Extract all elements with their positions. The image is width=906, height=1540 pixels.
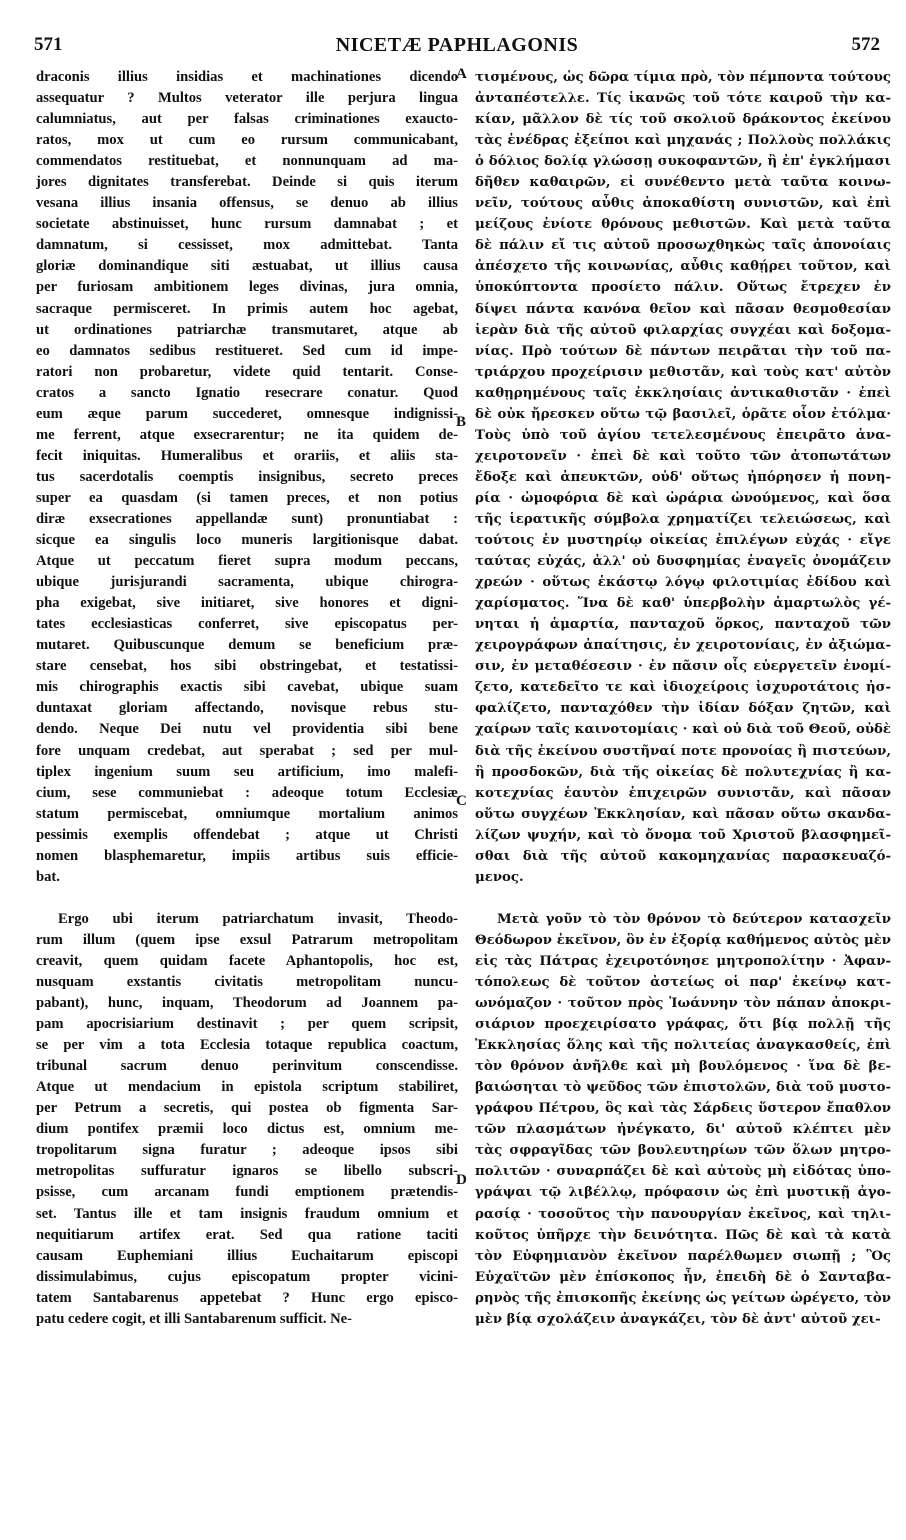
latin-text-line: eum æque parum succederet, omnesque indignissi-	[36, 405, 458, 422]
greek-text-line: Εὐχαϊτῶν μὲν ἐπίσκοπος ἦν, ἐπειδὴ δὲ ὁ Σανταβα-	[475, 1269, 891, 1285]
latin-text-line: tiplex ingenium suum seu artificium, imo malefi-	[36, 763, 458, 780]
greek-text-line: κοῦτος ὑπῆρχε τὴν δεινότητα. Πῶς δὲ καὶ τὰ κατὰ	[475, 1227, 891, 1243]
latin-text-line: mutaret. Quibuscunque demum se beneficium præ-	[36, 637, 458, 654]
greek-text-line: τὰς ἐνέδρας ἐξείποι καὶ μηχανάς ; Πολλοὺς πολλάκις	[475, 133, 891, 149]
latin-text-line: causam Euphemiani illius Euchaitarum episcopi	[36, 1247, 458, 1264]
greek-text-line: χαρίσματος. Ἵνα δὲ καθ' ὑπερβολὴν ἁμαρτωλὸς γέ-	[475, 596, 891, 612]
greek-text-line: σθαι διὰ τῆς αὐτοῦ κακομηχανίας παρασκευαζό-	[475, 848, 891, 864]
greek-text-line: φαλίζετο, πανταχόθεν τὴν ἰδίαν δόξαν ζητῶν, καὶ	[475, 701, 891, 717]
greek-text-line: γράφου Πέτρου, ὃς καὶ τὰς Σάρδεις ὕστερον ἔπαθλον	[475, 1101, 891, 1117]
greek-text-line: ἔδοξε καὶ ἀπευκτῶν, οὐδ' οὕτως ἠπόρησεν ἡ πονη-	[475, 469, 891, 485]
greek-text-line: ρηνὸς τῆς ἐπισκοπῆς ἐκείνης ὡς γείτων ὠρέγετο, τὸν	[475, 1290, 891, 1306]
latin-text-line: diræ exsecrationes appellandæ sunt) pronuntiabat :	[36, 510, 458, 527]
greek-text-line: Μετὰ γοῦν τὸ τὸν θρόνον τὸ δεύτερον κατασχεῖν	[497, 911, 891, 927]
greek-paragraph-1	[475, 67, 891, 888]
latin-text-line: me ferrent, atque exsecrarentur; ne ita quidem de-	[36, 426, 458, 443]
greek-text-line: ωνόμαζον · τοῦτον πρὸς Ἰωάννην τὸν πάπαν ἀποκρι-	[475, 996, 891, 1012]
greek-text-line: καθῃρημένους ταῖς ἐκκλησίαις ἀντικαθιστᾶν · ἐπεὶ	[475, 385, 891, 401]
latin-column	[36, 67, 458, 1330]
greek-text-line: ζετο, κατεδεῖτο τε καὶ ἰδιοχείροις ἰσχυροτάτοις ἠσ-	[475, 680, 891, 696]
greek-text-line: κοτεχνίας ἑαυτὸν ἐπιχειρῶν συνιστᾶν, καὶ πᾶσαν	[475, 785, 891, 801]
latin-text-line: patu cedere cogit, et illi Santabarenum sufficit. Ne-	[36, 1310, 353, 1327]
greek-text-line: ἀπέσχετο τῆς κοινωνίας, αὖθις καθῄρει τοῦτον, καὶ	[475, 259, 891, 275]
greek-text-line: τόπολεως δὲ τοῦτον ἀστείως οἱ παρ' ἐκείνῳ κατ-	[475, 975, 891, 991]
latin-text-line: per Petrum a secretis, qui postea ob figmenta Sar-	[36, 1100, 458, 1117]
greek-text-line: πολιτῶν · συναρπάζει δὲ καὶ αὐτοὺς μὴ εἰδότας ὑπο-	[475, 1164, 891, 1180]
greek-text-line: ταύτας εὐχάς, ἀλλ' οὐ δυσφημίας ἐναγεῖς ὀνομάζειν	[475, 554, 891, 570]
latin-text-line: cium, sese communiebat : adeoque totum Ecclesiæ	[36, 784, 458, 801]
latin-text-line: ubique jurisjurandi sacramenta, ubique chirogra-	[36, 574, 458, 591]
latin-text-line: assequatur ? Multos veterator ille perjura lingua	[36, 90, 458, 107]
latin-text-line: metropolitas suffuratur ignaros se libello subscri-	[36, 1163, 458, 1180]
latin-text-line: nusquam exstantis civitatis metropolitam nuncu-	[36, 974, 458, 991]
latin-text-line: dissimulabimus, cujus episcopatum propter vicini-	[36, 1268, 458, 1285]
latin-text-line: sicque ea singulis loco muneris largitionisque dabat.	[36, 532, 458, 549]
greek-text-line: ἱερὰν διὰ τῆς αὐτοῦ φιλαρχίας συγχέαι καὶ δοξομα-	[475, 322, 891, 338]
greek-text-line: δίψει πάντα κανόνα θεῖον καὶ πᾶσαν θεσμοθεσίαν	[475, 301, 891, 317]
greek-text-line: τῆς ἱερατικῆς σύμβολα χρηματίζει τελειώσεως, καὶ	[475, 511, 891, 527]
latin-text-line: ut ordinationes patriarchæ transmutaret, atque ab	[36, 321, 458, 338]
greek-text-line: νίας. Πρὸ τούτων δὲ πάντων πειρᾶται τὴν τοῦ πα-	[475, 343, 891, 359]
latin-text-line: jores dignitates transferebat. Deinde si quis iterum	[36, 174, 458, 191]
latin-text-line: fore unquam credebat, aut sperabat ; sed per mul-	[36, 742, 458, 759]
section-marker-b: B	[456, 414, 467, 430]
greek-text-line: δῆθεν καθαιρῶν, εἰ συνέθεντο μετὰ ταῦτα κοινω-	[475, 175, 891, 191]
greek-text-line: τὸν θρόνον ἀνῆλθε καὶ μὴ βουλόμενος · ἵνα δὲ βε-	[475, 1059, 891, 1075]
latin-text-line: damnatum, si cessisset, mox admittebat. Tanta	[36, 237, 458, 254]
greek-text-line: μὲν βίᾳ σχολάζειν ἀναγκάζει, τὸν δὲ ἀντ' αὐτοῦ χει-	[475, 1311, 881, 1327]
greek-text-line: τῶν πλασμάτων ἠνέγκατο, δι' αὐτοῦ κλέπτει μὲν	[475, 1122, 891, 1138]
latin-text-line: pha exigebat, sive initiaret, sive honores et digni-	[36, 595, 458, 612]
latin-text-line: tribunal sacrum denuo perinvitum conscendisse.	[36, 1058, 458, 1075]
latin-text-line: pessimis exemplis offendebat ; atque ut Christi	[36, 826, 458, 843]
greek-paragraph-2	[475, 909, 891, 1330]
greek-text-line: χειροτονεῖν · ἐπεὶ δὲ καὶ τοῦτο τῶν ἀτοπωτάτων	[475, 448, 891, 464]
greek-text-line: γράψαι τῷ λιβέλλῳ, πρόφασιν ὡς ἐπὶ μυστικῇ ἀγο-	[475, 1185, 891, 1201]
latin-text-line: stare censebat, hos sibi obstringebat, et testatissi-	[36, 658, 458, 675]
latin-text-line: creavit, quem quidam facete Aphantopolis, hoc est,	[36, 952, 458, 969]
greek-text-line: ρία · ὠμοφόρια δὲ καὶ ὠράρια ὠνούμενος, καὶ ὅσα	[475, 490, 891, 506]
latin-text-line: super ea quasdam (si tamen preces, et non potius	[36, 489, 458, 506]
page-number-right: 572	[851, 34, 880, 55]
latin-text-line: nomen blasphemaretur, impiis artibus suis efficie-	[36, 847, 458, 864]
latin-paragraph-1	[36, 67, 458, 888]
latin-text-line: tatem Santabarenus appetebat ? Hunc ergo episco-	[36, 1289, 458, 1306]
greek-text-line: ὁ δόλιος δολίᾳ γλώσσῃ συκοφαντῶν, ἢ ἐπ' ἐγκλήμασι	[475, 154, 891, 170]
latin-text-line: Atque ut peccatum fieret supra modum peccans,	[36, 553, 458, 570]
greek-text-line: μενος.	[475, 869, 524, 885]
greek-text-line: νηται ἡ ἁμαρτία, πανταχοῦ ὅρκος, πανταχοῦ τῶν	[475, 617, 891, 633]
latin-text-line: nequitiarum artifex erat. Sed qua ratione taciti	[36, 1226, 458, 1243]
latin-text-line: Ergo ubi iterum patriarchatum invasit, Theodo-	[58, 910, 458, 927]
page-header	[34, 30, 880, 64]
page-number-left: 571	[34, 34, 63, 55]
latin-text-line: gloriæ dominandique siti æstuabat, ut illius causa	[36, 258, 458, 275]
greek-text-line: Ἐκκλησίας ὅλης καὶ τῆς πολιτείας ἀναγκασθείς, ἐπὶ	[475, 1038, 891, 1054]
latin-text-line: cratos a sancto Ignatio resecrare conatur. Quod	[36, 384, 458, 401]
latin-text-line: vesana illius insania offensus, se denuo ab illius	[36, 195, 458, 212]
latin-text-line: commendatos restituebat, et nonnunquam ad ma-	[36, 153, 458, 170]
greek-text-line: Θεόδωρον ἐκεῖνον, ὃν ἐν ἐξορίᾳ καθήμενος αὐτὸς μὲν	[475, 932, 891, 948]
latin-text-line: dendo. Neque Dei nutu vel providentia sibi bene	[36, 721, 458, 738]
latin-text-line: duntaxat gloriam affectando, novisque rebus stu-	[36, 700, 458, 717]
greek-text-line: ὑποκύπτοντα προσίετο πάλιν. Οὕτως ἔτρεχεν ἐν	[475, 280, 891, 296]
latin-paragraph-2	[36, 909, 458, 1330]
latin-text-line: tropolitarum signa furatur ; adeoque ipsos sibi	[36, 1142, 458, 1159]
latin-text-line: dium pontifex præmii loco dictus est, omnium me-	[36, 1121, 458, 1138]
greek-text-line: δὲ πάλιν εἴ τις αὐτοῦ προσωχθηκὼς ταῖς ἀπονοίαις	[475, 238, 891, 254]
greek-text-line: χειρογράφων ἀπαίτησις, ἐν χειροτονίαις, ἐν ἀξιώμα-	[475, 638, 891, 654]
latin-text-line: tates ecclesiasticas conferret, sive episcopatus per-	[36, 616, 458, 633]
latin-text-line: mis chirographis exactis sibi cavebat, ubique suam	[36, 679, 458, 696]
latin-text-line: per furiosam ambitionem leges divinas, jura omnia,	[36, 279, 458, 296]
greek-text-line: διὰ τῆς ἐκείνου συστῆναί ποτε προνοίας ἢ πιστεύων,	[475, 743, 891, 759]
latin-text-line: rum illum (quem ipse exsul Patrarum metropolitam	[36, 931, 458, 948]
greek-text-line: εἰς τὰς Πάτρας ἐχειροτόνησε μητροπολίτην · Ἀφαν-	[475, 953, 891, 969]
greek-text-line: οὕτω συγχέων Ἐκκλησίαν, καὶ πᾶσαν οὕτω σκανδα-	[475, 806, 891, 822]
greek-text-line: νεῖν, τούτους αὖθις ἀποκαθίστη συνιστῶν, καὶ ἐπὶ	[475, 196, 891, 212]
latin-text-line: eo damnatos sedibus restitueret. Sed cum id impe-	[36, 342, 458, 359]
latin-text-line: calumniatus, aut per falsas criminationes exaucto-	[36, 111, 458, 128]
greek-text-line: τριάρχου προχείρισιν μεθιστᾶν, καὶ τοὺς κατ' αὐτὸν	[475, 364, 891, 380]
greek-text-line: κίαν, μᾶλλον δὲ τίς τοῦ σκολιοῦ δράκοντος ἐκείνου	[475, 112, 891, 128]
greek-paragraph-gap	[475, 888, 891, 909]
greek-text-line: ρασίᾳ · τοσοῦτος τὴν πανουργίαν ἐκεῖνος, καὶ τηλι-	[475, 1206, 891, 1222]
section-marker-a: A	[456, 66, 467, 82]
greek-text-line: Τοὺς ὑπὸ τοῦ ἁγίου τετελεσμένους ἐπειρᾶτο ἀνα-	[475, 427, 891, 443]
latin-text-line: psisse, cum arcanam fundi emptionem prætendis-	[36, 1184, 458, 1201]
latin-paragraph-gap	[36, 888, 458, 909]
latin-text-line: Atque ut mendacium in epistola scriptum stabiliret,	[36, 1079, 458, 1096]
latin-text-line: se per vim a tota Ecclesia totaque republica coactum,	[36, 1037, 458, 1054]
greek-text-line: τὸν Εὐφημιανὸν ἐκεῖνον παρέλθωμεν σιωπῇ ; Ὃς	[475, 1248, 891, 1264]
section-marker-d: D	[456, 1172, 467, 1188]
greek-text-line: ἢ προσδοκῶν, διὰ τῆς οἰκείας δὲ πολυτεχνίας ἢ κα-	[475, 764, 891, 780]
section-marker-c: C	[456, 793, 467, 809]
greek-text-line: μείζους ἐνίοτε θρόνους μεθιστῶν. Καὶ μετὰ ταῦτα	[475, 217, 891, 233]
greek-text-line: λίζων ψυχήν, καὶ τὸ ὄνομα τοῦ Χριστοῦ βλασφημεῖ-	[475, 827, 891, 843]
latin-text-line: draconis illius insidias et machinationes dicendo	[36, 69, 458, 85]
latin-text-line: pam apocrisiarium destinavit ; per quem scripsit,	[36, 1016, 458, 1033]
greek-text-line: χαίρων ταῖς καινοτομίαις · καὶ οὐ διὰ τοῦ Θεοῦ, οὐδὲ	[475, 722, 891, 738]
greek-column	[475, 67, 891, 1330]
latin-text-line: societate abstinuisset, hunc rursum damnabat ; et	[36, 216, 458, 233]
latin-text-line: pabant), hunc, inquam, Theodorum ad Joannem pa-	[36, 995, 458, 1012]
latin-text-line: fecit iniquitas. Humeralibus et orariis, et aliis sta-	[36, 447, 458, 464]
latin-text-line: sacraque permisceret. In primis autem hoc agebat,	[36, 300, 458, 317]
latin-text-line: statum permiscebat, omniumque mortalium animos	[36, 805, 458, 822]
greek-text-line: βαιώσηται τὸ ψεῦδος τῶν ἐπιστολῶν, διὰ τοῦ μυστο-	[475, 1080, 891, 1096]
latin-text-line: bat.	[36, 868, 60, 885]
greek-text-line: σιάριον προεχειρίσατο γράφας, ὅτι βίᾳ πολλῇ τῆς	[475, 1017, 891, 1033]
greek-text-line: ἀνταπέστελλε. Τίς ἱκανῶς τοῦ τότε καιροῦ τὴν κα-	[475, 91, 891, 107]
greek-text-line: τὰς σφραγῖδας τῶν βουλευτηρίων τῶν ὅλων μητρο-	[475, 1143, 891, 1159]
greek-text-line: τισμένους, ὡς δῶρα τίμια πρὸ, τὸν πέμποντα τούτους	[475, 70, 891, 85]
greek-text-line: χρεών · οὕτως ἑκάστῳ λόγῳ φιλοτιμίας ἐδίδου καὶ	[475, 575, 891, 591]
greek-text-line: τούτοις ἐν μυστηρίῳ οἰκείας ἐπιλέγων εὐχάς · εἴγε	[475, 533, 891, 549]
running-title: NICETÆ PAPHLAGONIS	[335, 34, 579, 56]
greek-text-line: δὲ οὐκ ἤρεσκεν οὕτω τῷ βασιλεῖ, ὁρᾶτε οἷον ἐτόλμα·	[475, 406, 891, 422]
latin-text-line: set. Tantus ille et tam insignis fraudum omnium et	[36, 1205, 458, 1222]
latin-text-line: tus sacerdotalis coemptis insignibus, secreto preces	[36, 468, 458, 485]
latin-text-line: ratos, mox ut cum eo rursum communicabant,	[36, 132, 458, 149]
greek-text-line: σιν, ἐν μεταθέσεσιν · ἐν πᾶσιν οἷς εὐεργετεῖν ἐνομί-	[475, 659, 891, 675]
latin-text-line: ratori non probaretur, videte quid tentarit. Conse-	[36, 363, 458, 380]
